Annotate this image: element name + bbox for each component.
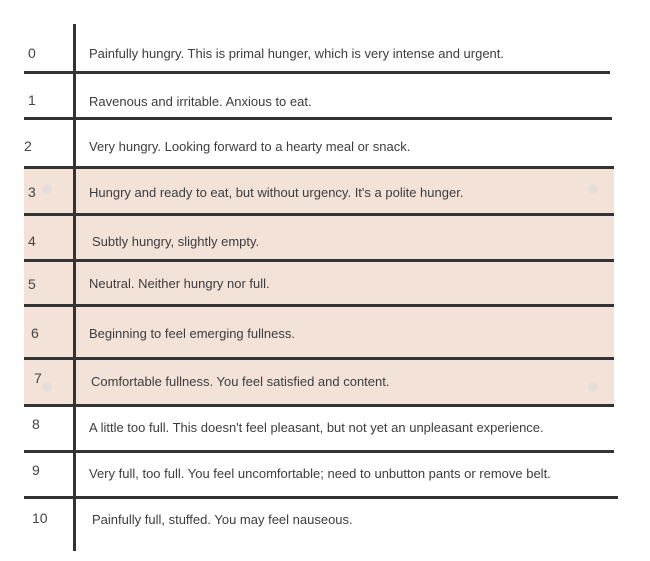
level-description: Neutral. Neither hungry nor full. <box>89 276 270 291</box>
level-description: Hungry and ready to eat, but without urgency. It's a polite hunger. <box>89 185 464 200</box>
row-divider <box>24 117 612 120</box>
row-divider <box>24 304 614 307</box>
level-description: Comfortable fullness. You feel satisfied and content. <box>91 374 390 389</box>
level-number: 9 <box>32 462 40 478</box>
level-number: 5 <box>28 276 36 292</box>
level-number: 8 <box>32 416 40 432</box>
level-description: Painfully full, stuffed. You may feel nauseous. <box>92 512 353 527</box>
level-number: 3 <box>28 184 36 200</box>
level-number: 0 <box>28 45 36 61</box>
decorative-dot <box>588 382 598 392</box>
row-divider <box>24 71 610 74</box>
decorative-dot <box>588 184 598 194</box>
level-description: Painfully hungry. This is primal hunger, which is very intense and urgent. <box>89 46 505 61</box>
level-description: Ravenous and irritable. Anxious to eat. <box>89 94 312 109</box>
level-number: 2 <box>24 138 32 154</box>
level-number: 7 <box>34 370 42 386</box>
level-description: Very hungry. Looking forward to a hearty meal or snack. <box>89 139 411 154</box>
row-divider <box>24 357 614 360</box>
level-description: Beginning to feel emerging fullness. <box>89 326 295 341</box>
row-divider <box>24 213 614 216</box>
level-description: A little too full. This doesn't feel pleasant, but not yet an unpleasant experience. <box>89 420 544 435</box>
row-divider <box>24 496 618 499</box>
level-number: 6 <box>31 325 39 341</box>
decorative-dot <box>42 184 52 194</box>
level-number: 1 <box>28 92 36 108</box>
row-divider <box>24 259 614 262</box>
level-number: 10 <box>32 510 48 526</box>
row-divider <box>24 166 614 169</box>
level-description: Very full, too full. You feel uncomfortable; need to unbutton pants or remove belt. <box>89 466 551 481</box>
row-divider <box>24 404 614 407</box>
decorative-dot <box>42 382 52 392</box>
level-description: Subtly hungry, slightly empty. <box>92 234 260 249</box>
row-divider <box>24 450 614 453</box>
scale-axis-line <box>73 24 76 551</box>
level-number: 4 <box>28 233 36 249</box>
